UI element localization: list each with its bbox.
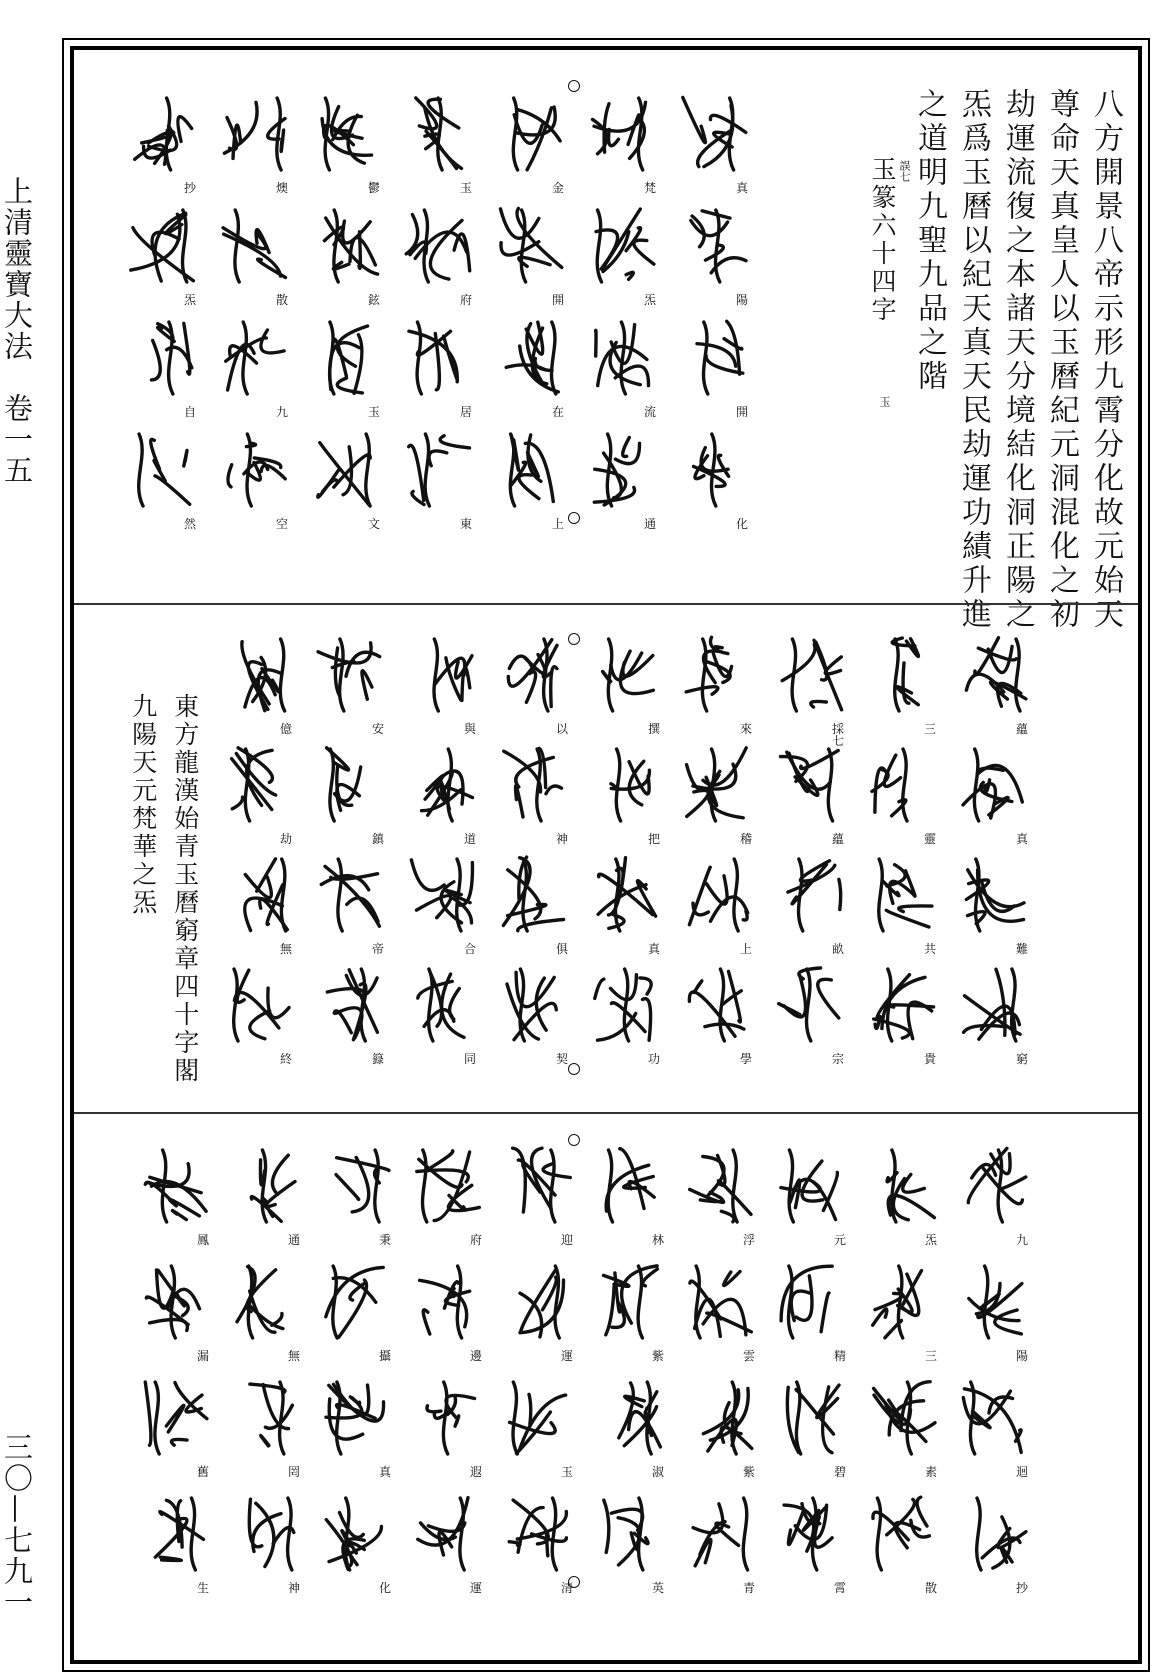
seal-glyph xyxy=(954,1490,1034,1576)
seal-glyph xyxy=(772,1258,852,1344)
prose-column: 八方開景八帝示形九霄分化故元始天 xyxy=(1088,88,1123,632)
seal-glyph xyxy=(590,1490,670,1576)
glyph-gloss: 窮 xyxy=(1016,1052,1029,1066)
circle-mark xyxy=(568,633,580,645)
seal-glyph xyxy=(317,1142,397,1228)
seal-column xyxy=(582,90,662,568)
seal-glyph xyxy=(862,961,942,1047)
glyph-gloss: 難 xyxy=(1016,942,1029,956)
seal-glyph xyxy=(494,741,574,827)
seal-glyph xyxy=(218,961,298,1047)
glyph-gloss: 玉 xyxy=(460,181,473,195)
bottom-panel xyxy=(74,1114,1138,1666)
seal-glyph xyxy=(494,851,574,937)
glyph-gloss: 真 xyxy=(736,181,749,195)
seal-glyph xyxy=(122,314,202,400)
glyph-gloss: 終 xyxy=(280,1052,293,1066)
seal-column xyxy=(674,90,754,568)
glyph-gloss: 稽 xyxy=(740,832,753,846)
glyph-gloss: 帝 xyxy=(372,942,385,956)
seal-column xyxy=(862,631,942,1101)
glyph-gloss: 鉉 xyxy=(368,293,381,307)
seal-glyph xyxy=(582,90,662,176)
glyph-gloss: 炁 xyxy=(184,293,197,307)
glyph-gloss: 通 xyxy=(288,1233,301,1247)
seal-glyph xyxy=(772,1490,852,1576)
glyph-gloss: 舊 xyxy=(197,1465,210,1479)
section-heading: 玉篆六十四字 xyxy=(868,156,897,324)
seal-column xyxy=(402,631,482,1101)
seal-glyph xyxy=(398,90,478,176)
seal-glyph xyxy=(674,202,754,288)
glyph-gloss: 漏 xyxy=(197,1349,210,1363)
heading-note: 誤七 xyxy=(898,160,911,182)
seal-column xyxy=(586,631,666,1101)
glyph-gloss: 宗 xyxy=(832,1052,845,1066)
glyph-gloss: 秉 xyxy=(379,1233,392,1247)
seal-column xyxy=(678,631,758,1101)
seal-column xyxy=(490,90,570,568)
glyph-gloss: 散 xyxy=(276,293,289,307)
seal-glyph xyxy=(135,1490,215,1576)
seal-glyph xyxy=(135,1258,215,1344)
seal-glyph xyxy=(402,851,482,937)
prose-column: 劫運流復之本諸天分境結化洞正陽之 xyxy=(1000,88,1035,632)
seal-glyph xyxy=(226,1490,306,1576)
seal-glyph xyxy=(590,1142,670,1228)
page-frame xyxy=(62,38,1150,1672)
glyph-gloss: 與 xyxy=(464,722,477,736)
glyph-gloss: 邊 xyxy=(470,1349,483,1363)
seal-glyph xyxy=(954,851,1034,937)
glyph-gloss: 貴 xyxy=(924,1052,937,1066)
glyph-gloss: 化 xyxy=(379,1581,392,1595)
seal-glyph xyxy=(306,314,386,400)
seal-glyph xyxy=(862,631,942,717)
seal-column xyxy=(494,631,574,1101)
seal-column xyxy=(398,90,478,568)
seal-glyph xyxy=(770,961,850,1047)
glyph-gloss: 畝 xyxy=(832,942,845,956)
prose-column: 之道明九聖九品之階 xyxy=(912,88,947,394)
glyph-gloss: 浮 xyxy=(743,1233,756,1247)
glyph-gloss: 迴 xyxy=(1016,1465,1029,1479)
glyph-gloss: 梵 xyxy=(644,181,657,195)
glyph-gloss: 流 xyxy=(644,405,657,419)
seal-column xyxy=(954,1142,1034,1636)
circle-mark xyxy=(568,1576,580,1588)
seal-glyph xyxy=(772,1142,852,1228)
glyph-gloss: 以 xyxy=(556,722,569,736)
glyph-gloss: 青 xyxy=(743,1581,756,1595)
seal-glyph xyxy=(402,631,482,717)
glyph-gloss: 府 xyxy=(470,1233,483,1247)
seal-glyph xyxy=(582,426,662,512)
glyph-gloss: 抄 xyxy=(184,181,197,195)
seal-glyph xyxy=(408,1258,488,1344)
seal-glyph xyxy=(863,1374,943,1460)
glyph-gloss: 霄 xyxy=(834,1581,847,1595)
seal-glyph xyxy=(135,1374,215,1460)
glyph-gloss: 上 xyxy=(552,517,565,531)
glyph-gloss: 學 xyxy=(740,1052,753,1066)
seal-glyph xyxy=(214,426,294,512)
prose-column: 東方龍漢始青玉曆窮章四十字閣 xyxy=(170,693,200,1085)
seal-glyph xyxy=(317,1374,397,1460)
glyph-gloss: 玉 xyxy=(561,1465,574,1479)
glyph-gloss: 蘊 xyxy=(1016,722,1029,736)
seal-glyph xyxy=(214,90,294,176)
glyph-gloss: 陽 xyxy=(736,293,749,307)
seal-glyph xyxy=(681,1142,761,1228)
glyph-gloss: 府 xyxy=(460,293,473,307)
seal-column xyxy=(306,90,386,568)
prose-column: 尊命天真皇人以玉曆紀元洞混化之初 xyxy=(1044,88,1079,632)
seal-column xyxy=(863,1142,943,1636)
seal-glyph xyxy=(218,631,298,717)
circle-mark xyxy=(568,512,580,524)
margin-title: 上清靈寶大法 卷一五 xyxy=(0,176,34,486)
glyph-gloss: 九 xyxy=(1016,1233,1029,1247)
seal-glyph xyxy=(499,1258,579,1344)
seal-glyph xyxy=(226,1142,306,1228)
glyph-gloss: 真 xyxy=(379,1465,392,1479)
seal-column xyxy=(408,1142,488,1636)
seal-glyph xyxy=(490,202,570,288)
seal-column xyxy=(770,631,850,1101)
seal-glyph xyxy=(490,426,570,512)
prose-column: 炁爲玉曆以紀天真天民劫運功績升進 xyxy=(956,88,991,632)
seal-glyph xyxy=(310,961,390,1047)
seal-glyph xyxy=(218,741,298,827)
seal-column xyxy=(226,1142,306,1636)
seal-column xyxy=(317,1142,397,1636)
glyph-gloss: 散 xyxy=(925,1581,938,1595)
glyph-gloss: 金 xyxy=(552,181,565,195)
glyph-gloss: 抄 xyxy=(1016,1581,1029,1595)
glyph-gloss: 淑 xyxy=(652,1465,665,1479)
seal-glyph xyxy=(586,961,666,1047)
seal-glyph xyxy=(306,90,386,176)
glyph-gloss: 燠 xyxy=(276,181,289,195)
seal-glyph xyxy=(398,314,478,400)
glyph-gloss: 素 xyxy=(925,1465,938,1479)
glyph-gloss: 運 xyxy=(561,1349,574,1363)
seal-glyph xyxy=(499,1142,579,1228)
seal-glyph xyxy=(398,202,478,288)
seal-glyph xyxy=(954,741,1034,827)
prose-column: 九陽天元梵華之炁 xyxy=(128,693,158,917)
seal-column xyxy=(122,90,202,568)
glyph-gloss: 開 xyxy=(552,293,565,307)
glyph-gloss: 紫 xyxy=(652,1349,665,1363)
glyph-gloss: 居 xyxy=(460,405,473,419)
seal-glyph xyxy=(586,741,666,827)
seal-glyph xyxy=(681,1258,761,1344)
seal-glyph xyxy=(402,741,482,827)
glyph-gloss: 共 xyxy=(924,942,937,956)
seal-column xyxy=(218,631,298,1101)
glyph-gloss: 籙 xyxy=(372,1052,385,1066)
seal-glyph xyxy=(499,1374,579,1460)
seal-glyph xyxy=(678,961,758,1047)
glyph-gloss: 億 xyxy=(280,722,293,736)
seal-glyph xyxy=(586,851,666,937)
glyph-gloss: 文 xyxy=(368,517,381,531)
glyph-gloss: 清 xyxy=(561,1581,574,1595)
glyph-gloss: 三 xyxy=(924,722,937,736)
seal-glyph xyxy=(674,426,754,512)
seal-column xyxy=(135,1142,215,1636)
seal-glyph xyxy=(218,851,298,937)
glyph-gloss: 遐 xyxy=(470,1465,483,1479)
seal-column xyxy=(310,631,390,1101)
glyph-gloss: 俱 xyxy=(556,942,569,956)
seal-glyph xyxy=(954,1142,1034,1228)
seal-glyph xyxy=(674,90,754,176)
glyph-gloss: 玉 xyxy=(368,405,381,419)
glyph-gloss: 攝 xyxy=(379,1349,392,1363)
glyph-gloss: 在 xyxy=(552,405,565,419)
glyph-gloss: 真 xyxy=(648,942,661,956)
glyph-gloss: 神 xyxy=(288,1581,301,1595)
seal-glyph xyxy=(862,741,942,827)
glyph-gloss: 採七 xyxy=(832,722,845,748)
glyph-gloss: 無 xyxy=(288,1349,301,1363)
glyph-gloss: 劫 xyxy=(280,832,293,846)
seal-column xyxy=(214,90,294,568)
seal-glyph xyxy=(954,1374,1034,1460)
seal-column xyxy=(681,1142,761,1636)
heading-mark: 玉 xyxy=(878,396,891,407)
seal-glyph xyxy=(408,1490,488,1576)
glyph-gloss: 合 xyxy=(464,942,477,956)
glyph-gloss: 鳳 xyxy=(197,1233,210,1247)
glyph-gloss: 然 xyxy=(184,517,197,531)
seal-glyph xyxy=(214,202,294,288)
seal-glyph xyxy=(770,851,850,937)
seal-glyph xyxy=(490,314,570,400)
circle-mark xyxy=(568,1134,580,1146)
seal-glyph xyxy=(863,1258,943,1344)
glyph-gloss: 林 xyxy=(652,1233,665,1247)
glyph-gloss: 運 xyxy=(470,1581,483,1595)
seal-glyph xyxy=(862,851,942,937)
seal-glyph xyxy=(310,851,390,937)
seal-glyph xyxy=(306,426,386,512)
seal-glyph xyxy=(863,1490,943,1576)
glyph-gloss: 東 xyxy=(460,517,473,531)
glyph-gloss: 撰 xyxy=(648,722,661,736)
seal-glyph xyxy=(408,1374,488,1460)
seal-glyph xyxy=(499,1490,579,1576)
glyph-gloss: 鎮 xyxy=(372,832,385,846)
glyph-gloss: 安 xyxy=(372,722,385,736)
seal-glyph xyxy=(772,1374,852,1460)
glyph-gloss: 元 xyxy=(834,1233,847,1247)
glyph-gloss: 蘊 xyxy=(832,832,845,846)
seal-glyph xyxy=(863,1142,943,1228)
seal-glyph xyxy=(122,202,202,288)
seal-glyph xyxy=(590,1374,670,1460)
seal-column xyxy=(590,1142,670,1636)
glyph-gloss: 九 xyxy=(276,405,289,419)
seal-glyph xyxy=(678,631,758,717)
seal-glyph xyxy=(678,851,758,937)
seal-glyph xyxy=(678,741,758,827)
circle-mark xyxy=(568,1063,580,1075)
seal-glyph xyxy=(954,961,1034,1047)
seal-glyph xyxy=(954,1258,1034,1344)
seal-glyph xyxy=(306,202,386,288)
glyph-gloss: 同 xyxy=(464,1052,477,1066)
seal-glyph xyxy=(590,1258,670,1344)
glyph-gloss: 迎 xyxy=(561,1233,574,1247)
seal-glyph xyxy=(402,961,482,1047)
circle-mark xyxy=(568,80,580,92)
glyph-gloss: 神 xyxy=(556,832,569,846)
seal-glyph xyxy=(122,426,202,512)
glyph-gloss: 雲 xyxy=(743,1349,756,1363)
seal-glyph xyxy=(582,314,662,400)
seal-glyph xyxy=(681,1490,761,1576)
glyph-gloss: 三 xyxy=(925,1349,938,1363)
glyph-gloss: 生 xyxy=(197,1581,210,1595)
glyph-gloss: 開 xyxy=(736,405,749,419)
glyph-gloss: 真 xyxy=(1016,832,1029,846)
glyph-gloss: 空 xyxy=(276,517,289,531)
seal-glyph xyxy=(494,631,574,717)
seal-glyph xyxy=(135,1142,215,1228)
glyph-gloss: 陽 xyxy=(1016,1349,1029,1363)
glyph-gloss: 炁 xyxy=(925,1233,938,1247)
seal-glyph xyxy=(770,631,850,717)
seal-glyph xyxy=(681,1374,761,1460)
middle-panel xyxy=(74,605,1138,1114)
glyph-gloss: 來 xyxy=(740,722,753,736)
glyph-gloss: 通 xyxy=(644,517,657,531)
glyph-gloss: 無 xyxy=(280,942,293,956)
seal-glyph xyxy=(226,1258,306,1344)
glyph-gloss: 精 xyxy=(834,1349,847,1363)
seal-glyph xyxy=(398,426,478,512)
glyph-gloss: 化 xyxy=(736,517,749,531)
glyph-gloss: 罔 xyxy=(288,1465,301,1479)
seal-glyph xyxy=(582,202,662,288)
top-panel xyxy=(74,50,1138,632)
glyph-gloss: 鬱 xyxy=(368,181,381,195)
seal-glyph xyxy=(226,1374,306,1460)
glyph-gloss: 碧 xyxy=(834,1465,847,1479)
margin-page-number: 三〇—七九一 xyxy=(0,1432,34,1618)
seal-glyph xyxy=(214,314,294,400)
seal-glyph xyxy=(310,631,390,717)
glyph-gloss: 自 xyxy=(184,405,197,419)
seal-glyph xyxy=(586,631,666,717)
glyph-gloss: 道 xyxy=(464,832,477,846)
glyph-gloss: 靈 xyxy=(924,832,937,846)
glyph-gloss: 英 xyxy=(652,1581,665,1595)
seal-glyph xyxy=(317,1490,397,1576)
seal-glyph xyxy=(317,1258,397,1344)
seal-glyph xyxy=(770,741,850,827)
seal-column xyxy=(772,1142,852,1636)
seal-column xyxy=(954,631,1034,1101)
seal-glyph xyxy=(408,1142,488,1228)
seal-glyph xyxy=(954,631,1034,717)
seal-glyph xyxy=(494,961,574,1047)
seal-glyph xyxy=(310,741,390,827)
glyph-gloss: 紫 xyxy=(743,1465,756,1479)
glyph-gloss: 上 xyxy=(740,942,753,956)
seal-glyph xyxy=(490,90,570,176)
seal-glyph xyxy=(674,314,754,400)
page-frame-inner xyxy=(70,46,1142,1664)
glyph-gloss: 功 xyxy=(648,1052,661,1066)
glyph-gloss: 炁 xyxy=(644,293,657,307)
glyph-gloss: 契 xyxy=(556,1052,569,1066)
seal-column xyxy=(499,1142,579,1636)
seal-glyph xyxy=(122,90,202,176)
glyph-gloss: 把 xyxy=(648,832,661,846)
